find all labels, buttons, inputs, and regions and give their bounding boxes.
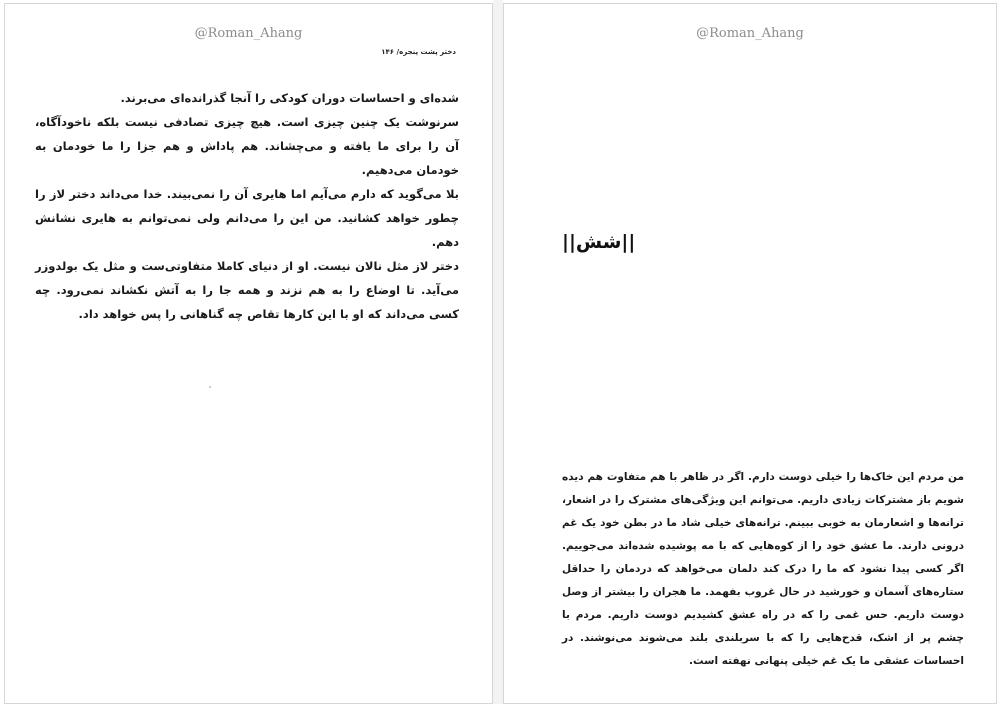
left-page bbox=[4, 3, 493, 704]
running-header: دختر پشت پنجره/ ۱۴۶ bbox=[381, 48, 456, 56]
right-page bbox=[503, 3, 997, 704]
paragraph: من مردم این خاک‌ها را خیلی دوست دارم. اگر در ظاهر با هم متفاوت هم دیده شویم باز مشترکات زیادی داریم. می‌توانم این ویژگی‌های مشترک را در اشعار، ترانه‌ها و اشعارمان به خوبی ببینم. ترانه‌های خیلی شاد ما در بطن خود یک غم درونی دارند. ما عشق خود را از کوه‌هایی که با مه پوشیده شده‌اند می‌جوییم. اگر کسی پیدا نشود که ما را درک کند دلمان می‌خواهد که دردمان را حداقل ستاره‌های آسمان و خورشید در حال غروب بفهمد. ما هجران را بیشتر از وصل دوست داریم. حس غمی را که در راه عشق کشیدیم دوست داریم. مردم با چشم پر از اشک، قدح‌هایی را که با سربلندی بلند می‌شوند می‌نوشند. در احساسات عشقی ما یک غم خیلی پنهانی نهفته است. bbox=[562, 471, 964, 667]
paragraph: شده‌ای و احساسات دوران کودکی را آنجا گذرانده‌ای می‌برند. bbox=[120, 91, 459, 105]
right-body-text bbox=[562, 466, 964, 673]
paragraph: دختر لاز مثل نالان نیست. او از دنیای کاملا متفاوتی‌ست و مثل یک بولدوزر می‌آید. تا اوضاع را به هم نزند و همه جا را به آتش نکشاند نمی‌رود. چه کسی می‌داند که او با این کارها تقاص چه گناهانی را پس خواهد داد. bbox=[35, 259, 459, 321]
chapter-title: ||شش|| bbox=[562, 231, 636, 253]
book-gutter bbox=[493, 0, 503, 704]
paper-speck bbox=[209, 386, 211, 388]
left-watermark: @Roman_Ahang bbox=[194, 26, 303, 41]
right-watermark: @Roman_Ahang bbox=[696, 26, 804, 41]
left-body-text bbox=[35, 86, 459, 326]
paragraph: بلا می‌گوید که دارم می‌آیم اما هایری آن را نمی‌بیند. خدا می‌داند دختر لاز را چطور خواهد کشانید. من این را می‌دانم ولی نمی‌توانم به هایری نشانش دهم. bbox=[35, 187, 459, 249]
paragraph: سرنوشت یک چنین چیزی است. هیچ چیزی تصادفی نیست بلکه ناخودآگاه، آن را برای ما یافته و می‌چشاند. هم پاداش و هم جزا را ما خودمان به خودمان می‌دهیم. bbox=[35, 115, 459, 177]
